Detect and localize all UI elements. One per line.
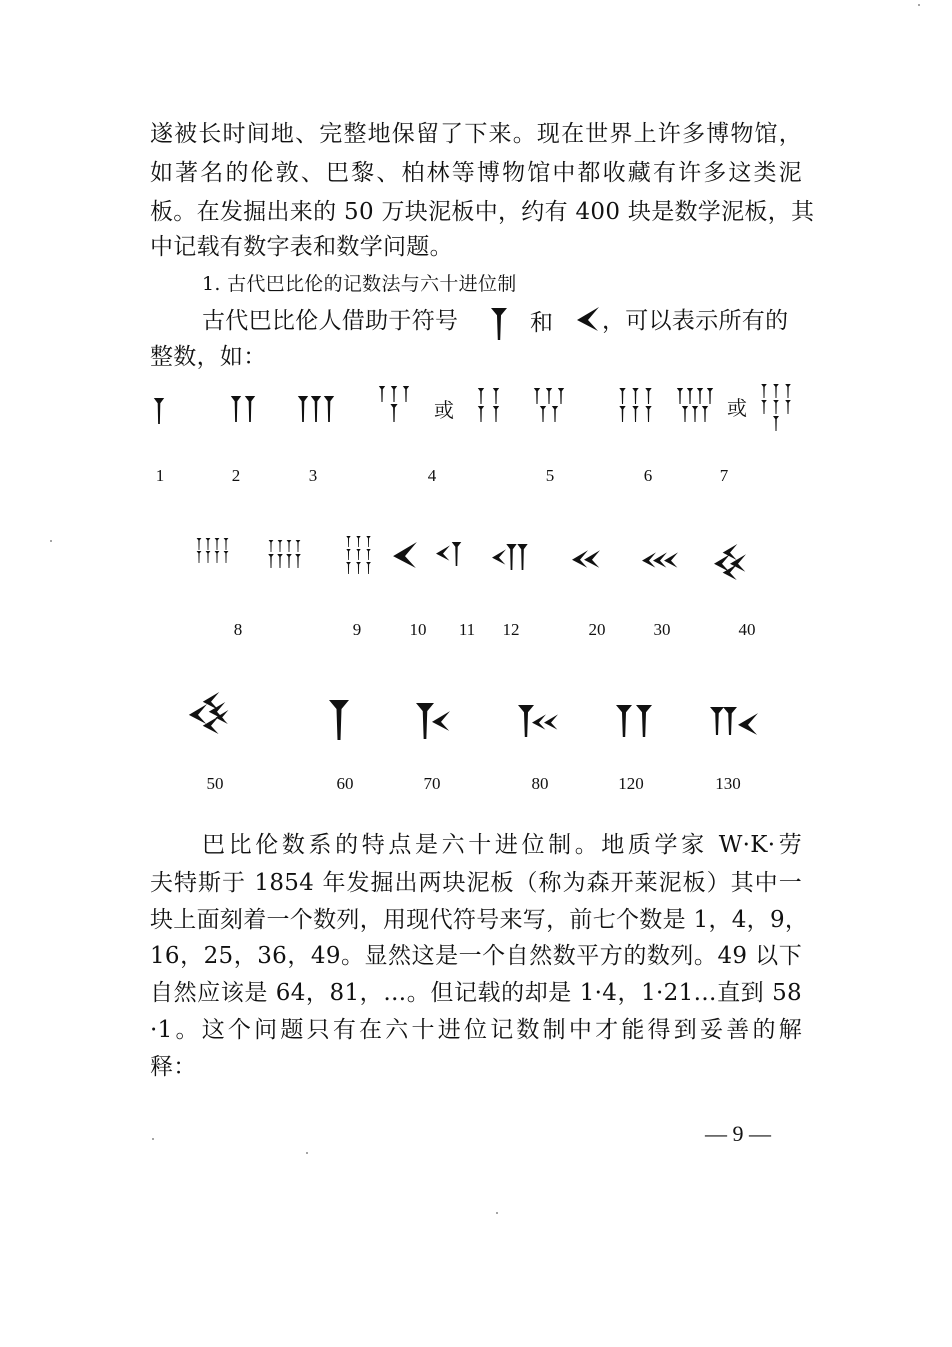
corner-wedge-symbol — [576, 307, 600, 335]
vertical-wedge-symbol — [487, 308, 511, 344]
paragraph-line: 块上面刻着一个数列，用现代符号来写，前七个数是 1，4，9， — [150, 907, 809, 933]
cuneiform-numeral-1 — [152, 398, 166, 424]
numeral-label: 8 — [233, 620, 243, 639]
scan-speck — [50, 540, 52, 542]
cuneiform-numeral-2 — [228, 396, 258, 422]
cuneiform-numeral-9 — [343, 536, 375, 576]
numeral-label: 80 — [531, 774, 549, 793]
cuneiform-numeral-8 — [194, 538, 230, 578]
cuneiform-numeral-120 — [616, 704, 656, 740]
cuneiform-numeral-50 — [188, 692, 232, 736]
paragraph-line: 如著名的伦敦、巴黎、柏林等博物馆中都收藏有许多这类泥 — [150, 160, 802, 186]
cuneiform-numeral-8-alt — [266, 540, 306, 570]
cuneiform-numeral-12 — [492, 544, 530, 572]
cuneiform-numeral-4b — [474, 388, 504, 424]
paragraph-line: 遂被长时间地、完整地保留了下来。现在世界上许多博物馆， — [150, 121, 802, 147]
paragraph-line: 16，25，36，49。显然这是一个自然数平方的数列。49 以下 — [150, 943, 802, 969]
scan-speck — [496, 1212, 498, 1214]
scan-speck — [306, 1152, 308, 1154]
scan-speck — [918, 4, 920, 6]
numeral-label: 50 — [206, 774, 224, 793]
numeral-label: 11 — [458, 620, 476, 639]
cuneiform-numeral-5 — [531, 388, 567, 424]
numeral-label: 10 — [409, 620, 427, 639]
numeral-label: 40 — [738, 620, 756, 639]
cuneiform-numeral-80 — [518, 704, 560, 740]
numeral-label: 7 — [719, 466, 729, 485]
cuneiform-numeral-11 — [436, 542, 464, 568]
numeral-label: 4 — [427, 466, 437, 485]
paragraph-line: 自然应该是 64，81，…。但记载的却是 1·4，1·21…直到 58 — [150, 980, 802, 1006]
cuneiform-numeral-6 — [616, 388, 656, 424]
cuneiform-numeral-30 — [642, 548, 680, 574]
numeral-label: 3 — [308, 466, 318, 485]
page-number: — 9 — — [705, 1121, 771, 1146]
cuneiform-numeral-4a — [376, 386, 412, 424]
numeral-label: 60 — [336, 774, 354, 793]
or-label: 或 — [434, 398, 454, 422]
paragraph-line: 释： — [150, 1054, 197, 1080]
paragraph2-line2: 整数，如： — [150, 344, 267, 370]
numeral-label: 20 — [588, 620, 606, 639]
numeral-label: 6 — [643, 466, 653, 485]
paragraph2-and: 和 — [530, 310, 554, 336]
cuneiform-numeral-7b — [758, 384, 794, 432]
numeral-label: 9 — [352, 620, 362, 639]
numeral-label: 120 — [618, 774, 644, 793]
scan-speck — [152, 1138, 154, 1140]
numeral-label: 70 — [423, 774, 441, 793]
numeral-label: 1 — [155, 466, 165, 485]
paragraph-line: 中记载有数字表和数学问题。 — [150, 234, 453, 260]
numeral-label: 12 — [502, 620, 520, 639]
cuneiform-numeral-130 — [710, 704, 760, 742]
cuneiform-numeral-60 — [328, 700, 350, 740]
cuneiform-numeral-20 — [572, 546, 602, 574]
numeral-label: 30 — [653, 620, 671, 639]
numeral-label: 5 — [545, 466, 555, 485]
paragraph-line: 夫特斯于 1854 年发掘出两块泥板（称为森开莱泥板）其中一 — [150, 870, 802, 896]
numeral-label: 130 — [715, 774, 741, 793]
or-label: 或 — [727, 396, 747, 420]
cuneiform-numeral-10 — [392, 542, 418, 568]
cuneiform-numeral-7a — [674, 388, 718, 424]
paragraph-line: ·1。这个问题只有在六十进位记数制中才能得到妥善的解 — [150, 1017, 802, 1043]
paragraph2-text-a: 古代巴比伦人借助于符号 — [202, 308, 459, 334]
paragraph2-text-b: ，可以表示所有的 — [602, 308, 789, 334]
section-heading: 1. 古代巴比伦的记数法与六十进位制 — [202, 273, 517, 295]
cuneiform-numeral-3 — [296, 396, 336, 422]
cuneiform-numeral-40 — [714, 544, 748, 582]
numeral-label: 2 — [231, 466, 241, 485]
cuneiform-numeral-70 — [416, 702, 452, 740]
paragraph-line: 巴比伦数系的特点是六十进位制。地质学家 W·K·劳 — [202, 832, 802, 858]
paragraph-line: 板。在发掘出来的 50 万块泥板中，约有 400 块是数学泥板，其 — [150, 199, 815, 225]
